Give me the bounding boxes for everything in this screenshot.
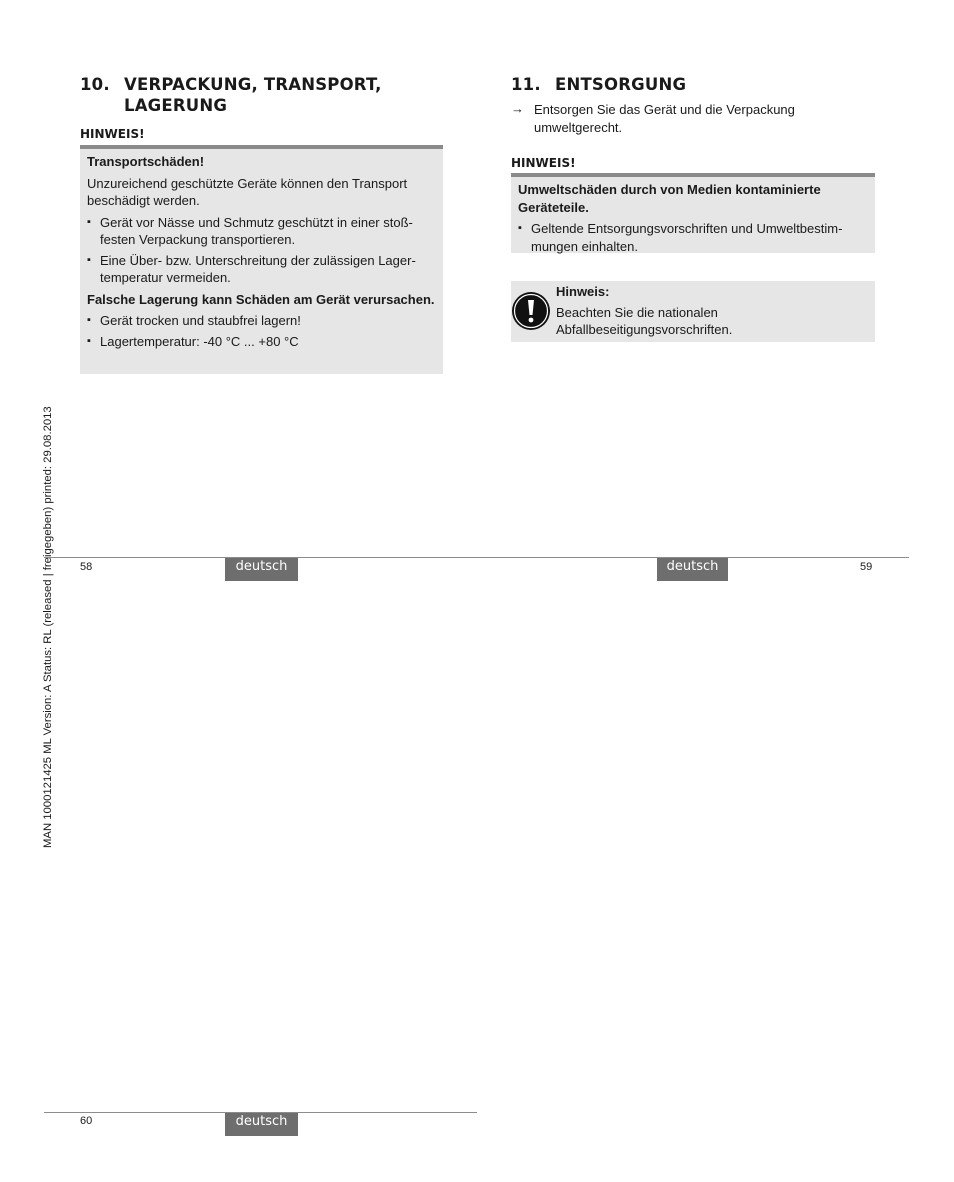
list-item: ▪ Gerät vor Nässe und Schmutz geschützt in einer stoß-festen Verpackung transportieren. (87, 214, 436, 249)
notice-bullet-list-2 (87, 312, 436, 350)
language-tab-bottom: deutsch (225, 1113, 298, 1136)
section-10-notice-label: HINWEIS! (80, 127, 145, 141)
section-10-number: 10. (80, 75, 110, 94)
section-10-title-line1: VERPACKUNG, TRANSPORT, (124, 75, 382, 94)
exclamation-icon (511, 291, 551, 331)
notice-heading: Umweltschäden durch von Medien kontaminierte Geräteteile. (518, 182, 821, 215)
hint-text: Beachten Sie die nationalen Abfallbeseitigungsvorschriften. (556, 304, 733, 337)
notice-intro: Unzureichend geschützte Geräte können den Transport beschädigt werden. (87, 175, 408, 208)
section-11-title: ENTSORGUNG (555, 75, 687, 94)
section-10 (80, 74, 443, 116)
section-11-notice-label: HINWEIS! (511, 156, 576, 170)
list-item: ▪ Eine Über- bzw. Unterschreitung der zulässigen Lager-temperatur vermeiden. (87, 252, 436, 287)
section-11-notice-box (511, 173, 875, 253)
list-item: ▪ Geltende Entsorgungsvorschriften und Umweltbestim-mungen einhalten. (518, 220, 868, 255)
section-11-number: 11. (511, 75, 541, 94)
page-number-bottom: 60 (80, 1115, 93, 1127)
language-tab-right: deutsch (657, 558, 728, 581)
hint-title: Hinweis: (556, 284, 610, 299)
notice-bullet-list (518, 220, 868, 255)
notice-bullet-list (87, 214, 436, 287)
document-status-sidebar: MAN 1000121425 ML Version: A Status: RL (released | freigegeben) printed: 29.08.2013 (42, 406, 54, 848)
disposal-step (511, 101, 831, 136)
section-10-title-line2: LAGERUNG (124, 96, 228, 115)
arrow-right-icon: → (511, 101, 524, 116)
list-item: ▪ Gerät trocken und staubfrei lagern! (87, 312, 436, 330)
language-tab-left: deutsch (225, 558, 298, 581)
step-text: Entsorgen Sie das Gerät und die Verpackung umweltgerecht. (534, 102, 795, 135)
page-number-right: 59 (860, 561, 873, 573)
hint-box (511, 281, 875, 342)
notice-heading-2: Falsche Lagerung kann Schäden am Gerät verursachen. (87, 291, 435, 307)
section-11-heading (511, 74, 875, 95)
notice-heading: Transportschäden! (87, 154, 205, 169)
page-number-left: 58 (80, 561, 93, 573)
footer-divider (44, 557, 909, 558)
section-10-heading (80, 74, 443, 116)
list-item: ▪ Lagertemperatur: -40 °C ... +80 °C (87, 333, 436, 351)
section-10-notice-box (80, 145, 443, 374)
